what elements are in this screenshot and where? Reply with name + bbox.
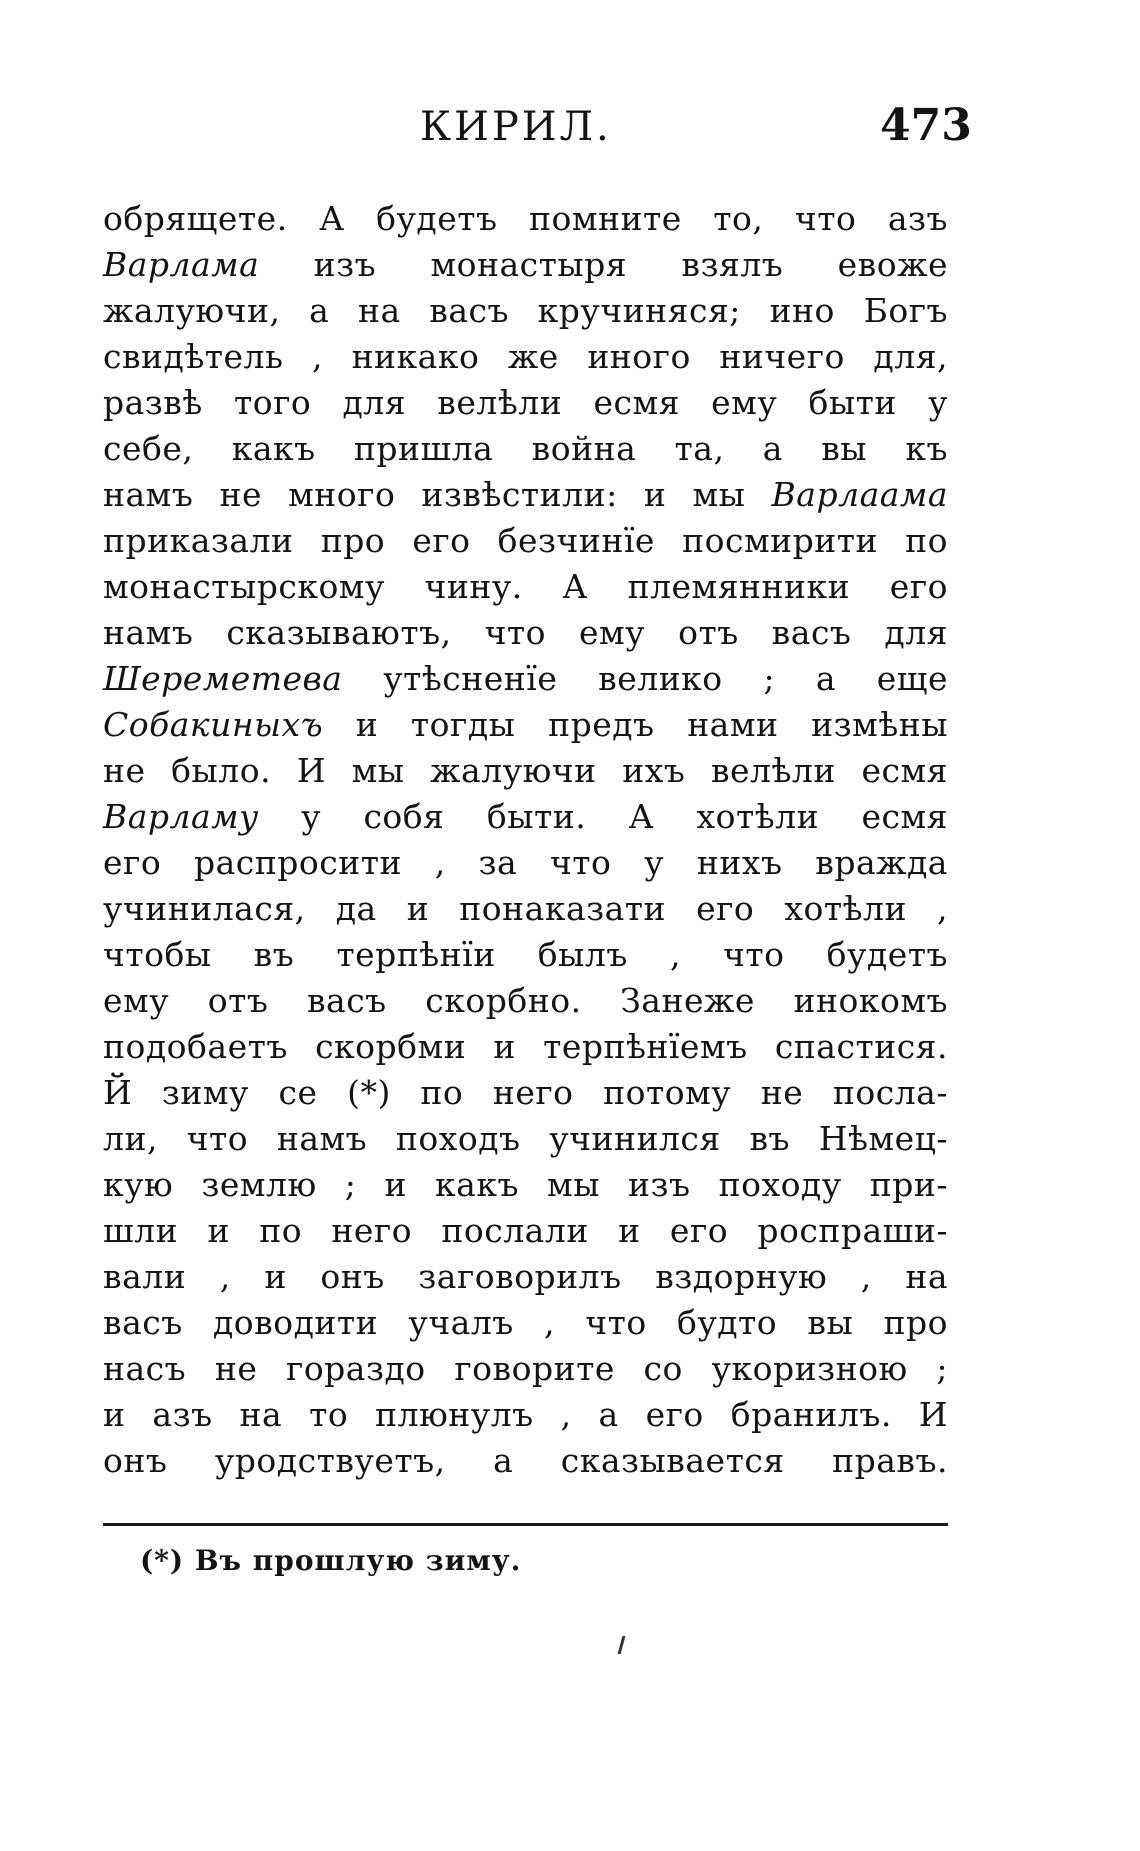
text-line xyxy=(103,840,948,886)
text-segment: обрящете. А будетъ помните то, что азъ xyxy=(103,199,948,238)
text-segment: онъ уродствуетъ, а сказывается правъ. xyxy=(103,1441,948,1480)
body-text xyxy=(103,196,948,1484)
text-segment: ему отъ васъ скорбно. Занеже инокомъ xyxy=(103,981,948,1020)
italic-name: Шереметева xyxy=(103,659,343,698)
text-line xyxy=(103,1162,948,1208)
text-segment: Й зиму се (*) по него потому не посла- xyxy=(103,1073,948,1112)
text-line xyxy=(103,794,948,840)
text-segment: и тогды предъ нами измѣны xyxy=(323,705,948,744)
text-line xyxy=(103,1438,948,1484)
text-segment: его распросити , за что у нихъ вражда xyxy=(103,843,948,882)
text-line xyxy=(103,288,948,334)
text-line xyxy=(103,196,948,242)
text-segment: у собя быти. А хотѣли есмя xyxy=(258,797,948,836)
text-line xyxy=(103,932,948,978)
text-segment: изъ монастыря взялъ евоже xyxy=(259,245,948,284)
text-line xyxy=(103,1346,948,1392)
text-line xyxy=(103,1208,948,1254)
footnote-rule xyxy=(103,1523,948,1526)
text-line xyxy=(103,610,948,656)
text-segment: подобаетъ скорбми и терпѣнїемъ спастися. xyxy=(103,1027,948,1066)
text-segment: намъ сказываютъ, что ему отъ васъ для xyxy=(103,613,948,652)
text-segment: учинилася, да и понаказати его хотѣли , xyxy=(103,889,948,928)
text-segment: свидѣтель , никако же иного ничего для, xyxy=(103,337,948,376)
text-line xyxy=(103,426,948,472)
text-line xyxy=(103,1300,948,1346)
text-line xyxy=(103,748,948,794)
text-line xyxy=(103,1392,948,1438)
italic-name: Варлама xyxy=(103,245,260,284)
text-segment: себе, какъ пришла война та, а вы къ xyxy=(103,429,948,468)
running-head-title: КИРИЛ. xyxy=(420,104,612,150)
text-line xyxy=(103,1070,948,1116)
text-segment: васъ доводити учалъ , что будто вы про xyxy=(103,1303,948,1342)
text-line xyxy=(103,702,948,748)
text-segment: жалуючи, а на васъ кручиняся; ино Богъ xyxy=(103,291,948,330)
text-line xyxy=(103,518,948,564)
stray-ink-mark xyxy=(618,1636,626,1654)
text-line xyxy=(103,380,948,426)
text-segment: шли и по него послали и его роспраши- xyxy=(103,1211,948,1250)
text-segment: и азъ на то плюнулъ , а его бранилъ. И xyxy=(103,1395,948,1434)
text-line xyxy=(103,1254,948,1300)
text-line xyxy=(103,334,948,380)
page-number: 473 xyxy=(880,100,972,151)
italic-name: Варлаама xyxy=(771,475,948,514)
text-line xyxy=(103,978,948,1024)
footnote: (*) Въ прошлую зиму. xyxy=(140,1544,522,1577)
text-segment: кую землю ; и какъ мы изъ походу при- xyxy=(103,1165,948,1204)
italic-name: Собакиныхъ xyxy=(103,705,324,744)
text-segment: ли, что намъ походъ учинился въ Нѣмец- xyxy=(103,1119,948,1158)
text-line xyxy=(103,886,948,932)
text-line xyxy=(103,564,948,610)
text-line xyxy=(103,1116,948,1162)
text-segment: насъ не гораздо говорите со укоризною ; xyxy=(103,1349,948,1388)
italic-name: Варламу xyxy=(103,797,259,836)
text-segment: утѣсненїе велико ; а еще xyxy=(342,659,948,698)
text-line xyxy=(103,656,948,702)
text-line xyxy=(103,472,948,518)
text-segment: не было. И мы жалуючи ихъ велѣли есмя xyxy=(103,751,948,790)
text-segment: намъ не много извѣстили: и мы xyxy=(103,475,772,514)
text-line xyxy=(103,242,948,288)
text-segment: приказали про его безчинїе посмирити по xyxy=(103,521,948,560)
text-segment: чтобы въ терпѣнїи былъ , что будетъ xyxy=(103,935,948,974)
text-segment: монастырскому чину. А племянники его xyxy=(103,567,948,606)
text-segment: развѣ того для велѣли есмя ему быти у xyxy=(103,383,948,422)
text-segment: вали , и онъ заговорилъ вздорную , на xyxy=(103,1257,948,1296)
text-line xyxy=(103,1024,948,1070)
